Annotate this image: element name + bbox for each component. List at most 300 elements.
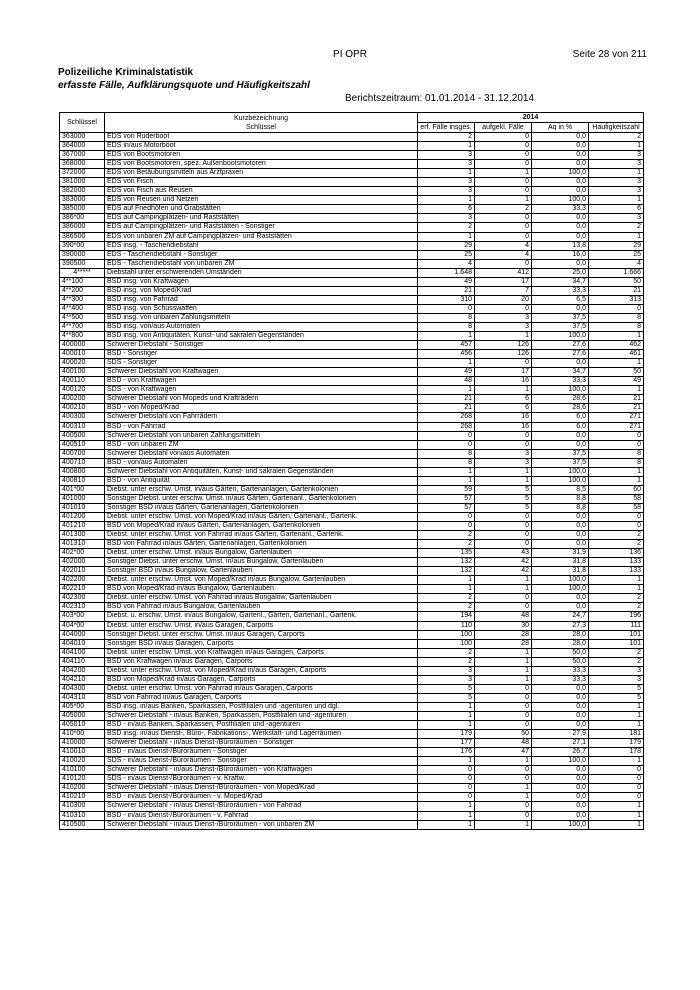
cell-name: SDS - von Kraftwagen	[105, 386, 418, 395]
cell-name: Diebstahl unter erschwerenden Umständen	[105, 268, 418, 277]
cell-name: Schwerer Diebstahl von Antiquitäten, Kunst- und sakralen Gegenständen	[105, 467, 418, 476]
cell-key: 403*00	[60, 612, 105, 621]
cell-cases: 48	[418, 377, 475, 386]
cell-frequency: 0	[589, 793, 644, 802]
table-row	[60, 431, 644, 440]
table-row	[60, 223, 644, 232]
column-header-solved: aufgekl. Fälle	[475, 123, 532, 133]
cell-rate: 100,0	[532, 757, 589, 766]
cell-frequency: 2	[589, 657, 644, 666]
cell-cases: 2	[418, 657, 475, 666]
cell-key: 404000	[60, 630, 105, 639]
cell-key: 4**400	[60, 304, 105, 313]
table-row	[60, 639, 644, 648]
cell-solved: 1	[475, 169, 532, 178]
cell-solved: 4	[475, 250, 532, 259]
cell-solved: 7	[475, 286, 532, 295]
cell-frequency: 1	[589, 232, 644, 241]
table-row	[60, 702, 644, 711]
cell-key: 402300	[60, 594, 105, 603]
cell-key: 4**300	[60, 295, 105, 304]
cell-solved: 1	[475, 657, 532, 666]
column-header-rate: Aq in %	[532, 123, 589, 133]
cell-rate: 31,9	[532, 549, 589, 558]
cell-name: BSD insg. in/aus Banken, Sparkassen, Postfilialen und -agenturen und dgl.	[105, 702, 418, 711]
table-row	[60, 648, 644, 657]
cell-rate: 28,6	[532, 404, 589, 413]
cell-cases: 59	[418, 485, 475, 494]
cell-frequency: 8	[589, 313, 644, 322]
cell-name: BSD von Moped/Krad in/aus Garagen, Carports	[105, 675, 418, 684]
cell-solved: 3	[475, 458, 532, 467]
cell-name: Schwerer Diebstahl - in/aus Dienst-/Büroräumen - von Moped/Krad	[105, 784, 418, 793]
cell-frequency: 2	[589, 594, 644, 603]
table-row	[60, 558, 644, 567]
cell-key: 400300	[60, 413, 105, 422]
cell-rate: 0,0	[532, 440, 589, 449]
cell-rate: 0,0	[532, 431, 589, 440]
table-row	[60, 286, 644, 295]
table-row	[60, 277, 644, 286]
cell-cases: 132	[418, 558, 475, 567]
table-row	[60, 151, 644, 160]
cell-cases: 1	[418, 169, 475, 178]
cell-cases: 176	[418, 748, 475, 757]
cell-cases: 1	[418, 196, 475, 205]
cell-solved: 47	[475, 748, 532, 757]
cell-name: BSD von Fahrrad in/aus Gärten, Gartenanlagen, Gartenkolonien	[105, 540, 418, 549]
cell-solved: 28	[475, 639, 532, 648]
cell-rate: 100,0	[532, 332, 589, 341]
cell-frequency: 60	[589, 485, 644, 494]
cell-key: 401310	[60, 540, 105, 549]
cell-name: EDS in/aus Motorboot	[105, 142, 418, 151]
table-row	[60, 467, 644, 476]
table-row	[60, 531, 644, 540]
cell-frequency: 50	[589, 277, 644, 286]
cell-solved: 3	[475, 313, 532, 322]
cell-solved: 1	[475, 585, 532, 594]
cell-cases: 8	[418, 322, 475, 331]
cell-key: 400210	[60, 404, 105, 413]
cell-solved: 0	[475, 702, 532, 711]
cell-name: BSD von Moped/Krad in/aus Gärten, Gartenanlagen, Gartenkolonien	[105, 522, 418, 531]
cell-cases: 21	[418, 286, 475, 295]
cell-cases: 3	[418, 178, 475, 187]
cell-name: EDS von Reusen und Netzen	[105, 196, 418, 205]
cell-name: BSD insg. von Kraftwagen	[105, 277, 418, 286]
cell-cases: 0	[418, 775, 475, 784]
cell-rate: 0,0	[532, 142, 589, 151]
cell-cases: 132	[418, 567, 475, 576]
cell-cases: 194	[418, 612, 475, 621]
cell-key: 400100	[60, 368, 105, 377]
cell-key: 367000	[60, 151, 105, 160]
cell-name: BSD - von Kraftwagen	[105, 377, 418, 386]
cell-solved: 6	[475, 404, 532, 413]
cell-name: EDS von Bootsmotoren, spez. Außenbootsmotoren	[105, 160, 418, 169]
cell-frequency: 133	[589, 567, 644, 576]
cell-rate: 0,0	[532, 531, 589, 540]
cell-key: 405010	[60, 721, 105, 730]
cell-key: 410210	[60, 793, 105, 802]
cell-name: Diebst. unter erschw. Umst. in/aus Garagen, Carports	[105, 621, 418, 630]
cell-frequency: 313	[589, 295, 644, 304]
cell-frequency: 1	[589, 332, 644, 341]
cell-name: Diebst. unter erschw. Umst. von Kraftwagen in/aus Garagen, Carports	[105, 648, 418, 657]
table-row	[60, 232, 644, 241]
cell-rate: 0,0	[532, 784, 589, 793]
cell-solved: 3	[475, 449, 532, 458]
cell-key: 400310	[60, 422, 105, 431]
cell-key: 386*00	[60, 214, 105, 223]
cell-cases: 1	[418, 232, 475, 241]
cell-rate: 31,8	[532, 567, 589, 576]
cell-key: 402*00	[60, 549, 105, 558]
cell-cases: 1	[418, 802, 475, 811]
cell-key: 385000	[60, 205, 105, 214]
cell-rate: 0,0	[532, 802, 589, 811]
cell-frequency: 1	[589, 712, 644, 721]
cell-rate: 25,0	[532, 268, 589, 277]
cell-frequency: 21	[589, 404, 644, 413]
table-row	[60, 802, 644, 811]
cell-frequency: 29	[589, 241, 644, 250]
cell-solved: 1	[475, 784, 532, 793]
cell-frequency: 0	[589, 431, 644, 440]
cell-key: 390000	[60, 250, 105, 259]
cell-key: 410000	[60, 739, 105, 748]
cell-key: 401200	[60, 512, 105, 521]
cell-rate: 0,0	[532, 223, 589, 232]
cell-solved: 0	[475, 693, 532, 702]
cell-solved: 1	[475, 666, 532, 675]
cell-name: BSD insg. von Schusswaffen	[105, 304, 418, 313]
cell-rate: 0,0	[532, 693, 589, 702]
cell-rate: 8,8	[532, 503, 589, 512]
cell-cases: 1	[418, 702, 475, 711]
cell-name: Sonstiger BSD in/aus Gärten, Gartenanlagen, Gartenkolonien	[105, 503, 418, 512]
cell-solved: 0	[475, 766, 532, 775]
cell-frequency: 196	[589, 612, 644, 621]
cell-frequency: 1.666	[589, 268, 644, 277]
table-row	[60, 169, 644, 178]
cell-frequency: 6	[589, 205, 644, 214]
table-row	[60, 730, 644, 739]
cell-cases: 0	[418, 522, 475, 531]
cell-solved: 0	[475, 811, 532, 820]
table-row	[60, 712, 644, 721]
cell-rate: 33,3	[532, 377, 589, 386]
cell-key: 410300	[60, 802, 105, 811]
cell-name: Diebst. unter erschw. Umst. von Moped/Krad in/aus Garagen, Carports	[105, 666, 418, 675]
cell-rate: 0,0	[532, 259, 589, 268]
cell-solved: 0	[475, 223, 532, 232]
cell-key: 404010	[60, 639, 105, 648]
cell-frequency: 3	[589, 187, 644, 196]
cell-frequency: 3	[589, 178, 644, 187]
cell-key: 404*00	[60, 621, 105, 630]
cell-cases: 3	[418, 675, 475, 684]
cell-cases: 1	[418, 386, 475, 395]
cell-frequency: 0	[589, 304, 644, 313]
cell-rate: 34,7	[532, 277, 589, 286]
table-row	[60, 350, 644, 359]
cell-rate: 0,0	[532, 359, 589, 368]
cell-name: BSD - in/aus Dienst-/Büroräumen - v. Moped/Krad	[105, 793, 418, 802]
cell-frequency: 181	[589, 730, 644, 739]
table-row	[60, 766, 644, 775]
cell-cases: 21	[418, 395, 475, 404]
table-row	[60, 793, 644, 802]
cell-rate: 0,0	[532, 775, 589, 784]
cell-name: EDS von unbaren ZM auf Campingplätzen- und Raststätten	[105, 232, 418, 241]
cell-solved: 1	[475, 757, 532, 766]
report-period: Berichtszeitraum: 01.01.2014 - 31.12.2014	[345, 93, 535, 104]
table-row	[60, 657, 644, 666]
cell-frequency: 49	[589, 377, 644, 386]
cell-key: 400000	[60, 341, 105, 350]
cell-solved: 50	[475, 730, 532, 739]
cell-rate: 0,0	[532, 702, 589, 711]
table-row	[60, 522, 644, 531]
cell-solved: 412	[475, 268, 532, 277]
cell-rate: 24,7	[532, 612, 589, 621]
cell-rate: 0,0	[532, 594, 589, 603]
cell-frequency: 2	[589, 603, 644, 612]
cell-key: 4**800	[60, 332, 105, 341]
cell-solved: 0	[475, 133, 532, 142]
table-row	[60, 784, 644, 793]
cell-key: 400800	[60, 467, 105, 476]
cell-rate: 28,0	[532, 639, 589, 648]
cell-name: BSD von Moped/Krad in/aus Bungalow, Gartenlauben	[105, 585, 418, 594]
cell-solved: 30	[475, 621, 532, 630]
table-row	[60, 612, 644, 621]
cell-solved: 0	[475, 232, 532, 241]
cell-key: 364000	[60, 142, 105, 151]
table-row	[60, 458, 644, 467]
cell-solved: 43	[475, 549, 532, 558]
cell-key: 400510	[60, 440, 105, 449]
table-row	[60, 205, 644, 214]
cell-cases: 0	[418, 793, 475, 802]
cell-key: 4**200	[60, 286, 105, 295]
cell-cases: 25	[418, 250, 475, 259]
table-row	[60, 413, 644, 422]
cell-name: Schwerer Diebstahl - in/aus Dienst-/Büroräumen - von Fahrrad	[105, 802, 418, 811]
cell-frequency: 1	[589, 811, 644, 820]
cell-solved: 0	[475, 603, 532, 612]
cell-name: Schwerer Diebstahl von Kraftwagen	[105, 368, 418, 377]
table-row	[60, 485, 644, 494]
cell-key: 4*****	[60, 268, 105, 277]
table-row	[60, 748, 644, 757]
cell-cases: 8	[418, 313, 475, 322]
cell-solved: 0	[475, 187, 532, 196]
table-row	[60, 250, 644, 259]
cell-key: 4**100	[60, 277, 105, 286]
column-header-name-line2: Schlüssel	[246, 123, 276, 131]
table-row	[60, 494, 644, 503]
table-row	[60, 386, 644, 395]
cell-frequency: 8	[589, 322, 644, 331]
cell-name: EDS von Ruderboot	[105, 133, 418, 142]
cell-frequency: 21	[589, 286, 644, 295]
cell-name: EDS von Betäubungsmitteln aus Arztpraxen	[105, 169, 418, 178]
report-title: Polizeiliche Kriminalstatistik	[58, 67, 194, 78]
cell-key: 4**700	[60, 322, 105, 331]
cell-rate: 0,0	[532, 232, 589, 241]
cell-rate: 0,0	[532, 187, 589, 196]
table-row	[60, 576, 644, 585]
table-row	[60, 259, 644, 268]
cell-frequency: 0	[589, 766, 644, 775]
cell-rate: 100,0	[532, 585, 589, 594]
report-subtitle: erfasste Fälle, Aufklärungsquote und Häufigkeitszahl	[58, 80, 310, 91]
table-row	[60, 422, 644, 431]
cell-frequency: 179	[589, 739, 644, 748]
cell-solved: 0	[475, 142, 532, 151]
cell-cases: 268	[418, 413, 475, 422]
cell-rate: 0,0	[532, 178, 589, 187]
cell-solved: 1	[475, 332, 532, 341]
cell-name: EDS - Taschendiebstahl - Sonstiger	[105, 250, 418, 259]
cell-frequency: 1	[589, 359, 644, 368]
table-row	[60, 757, 644, 766]
table-row	[60, 503, 644, 512]
cell-rate: 0,0	[532, 540, 589, 549]
cell-solved: 1	[475, 576, 532, 585]
table-row	[60, 449, 644, 458]
cell-solved: 0	[475, 512, 532, 521]
cell-solved: 5	[475, 503, 532, 512]
cell-key: 400200	[60, 395, 105, 404]
cell-rate: 100,0	[532, 196, 589, 205]
cell-solved: 0	[475, 304, 532, 313]
cell-cases: 110	[418, 621, 475, 630]
cell-frequency: 1	[589, 142, 644, 151]
cell-key: 410*00	[60, 730, 105, 739]
cell-solved: 0	[475, 359, 532, 368]
cell-rate: 100,0	[532, 476, 589, 485]
table-row	[60, 341, 644, 350]
cell-cases: 5	[418, 693, 475, 702]
cell-frequency: 136	[589, 549, 644, 558]
cell-name: BSD von Fahrrad in/aus Garagen, Carports	[105, 693, 418, 702]
cell-cases: 8	[418, 449, 475, 458]
cell-key: 410010	[60, 748, 105, 757]
table-row	[60, 142, 644, 151]
cell-rate: 26,7	[532, 748, 589, 757]
cell-solved: 1	[475, 467, 532, 476]
cell-name: Schwerer Diebstahl - in/aus Dienst-/Büroräumen - von unbaren ZM	[105, 820, 418, 829]
cell-name: EDS von Fisch	[105, 178, 418, 187]
cell-solved: 2	[475, 205, 532, 214]
cell-name: Schwerer Diebstahl von unbaren Zahlungsmitteln	[105, 431, 418, 440]
cell-solved: 16	[475, 377, 532, 386]
cell-frequency: 8	[589, 458, 644, 467]
cell-rate: 0,0	[532, 811, 589, 820]
cell-rate: 0,0	[532, 603, 589, 612]
cell-name: BSD - von unbaren ZM	[105, 440, 418, 449]
cell-rate: 27,6	[532, 350, 589, 359]
cell-key: 410200	[60, 784, 105, 793]
cell-name: EDS auf Campingplätzen- und Raststätten	[105, 214, 418, 223]
cell-frequency: 1	[589, 576, 644, 585]
cell-cases: 57	[418, 503, 475, 512]
cell-name: EDS auf Campingplätzen- und Raststätten - Sonstiger	[105, 223, 418, 232]
cell-cases: 2	[418, 133, 475, 142]
table-row	[60, 775, 644, 784]
cell-key: 404310	[60, 693, 105, 702]
cell-name: BSD - in/aus Dienst-/Büroräumen - Sonstiger	[105, 748, 418, 757]
cell-name: Schwerer Diebstahl - in/aus Banken, Sparkassen, Postfilialen und -agenturen	[105, 712, 418, 721]
cell-name: Sonstiger BSD in/aus Bungalow, Gartenlauben	[105, 567, 418, 576]
cell-cases: 3	[418, 666, 475, 675]
cell-rate: 0,0	[532, 214, 589, 223]
cell-name: BSD insg. von unbaren Zahlungsmitteln	[105, 313, 418, 322]
table-row	[60, 603, 644, 612]
cell-solved: 0	[475, 721, 532, 730]
cell-rate: 6,5	[532, 295, 589, 304]
cell-name: Sonstiger Diebst. unter erschw. Umst. in/aus Gärten, Gartenanl., Gartenkolonien	[105, 494, 418, 503]
cell-key: 404210	[60, 675, 105, 684]
cell-rate: 0,0	[532, 151, 589, 160]
table-row	[60, 304, 644, 313]
table-row	[60, 313, 644, 322]
cell-cases: 2	[418, 223, 475, 232]
table-body	[60, 133, 644, 830]
cell-rate: 27,3	[532, 621, 589, 630]
cell-frequency: 271	[589, 413, 644, 422]
cell-cases: 2	[418, 603, 475, 612]
cell-key: 400500	[60, 431, 105, 440]
cell-frequency: 101	[589, 639, 644, 648]
table-row	[60, 585, 644, 594]
cell-solved: 0	[475, 540, 532, 549]
cell-cases: 49	[418, 368, 475, 377]
table-row	[60, 549, 644, 558]
table-row	[60, 395, 644, 404]
cell-name: BSD - in/aus Banken, Sparkassen, Postfilialen und -agenturen	[105, 721, 418, 730]
table-row	[60, 820, 644, 829]
cell-frequency: 0	[589, 522, 644, 531]
cell-name: Diebst. unter erschw. Umst. in/aus Gärten, Gartenanlagen, Gartenkolonien	[105, 485, 418, 494]
cell-rate: 6,0	[532, 422, 589, 431]
cell-name: Diebst. unter erschw. Umst. von Fahrrad in/aus Bungalow, Gartenlauben	[105, 594, 418, 603]
cell-key: 400710	[60, 458, 105, 467]
cell-rate: 8,5	[532, 485, 589, 494]
cell-cases: 3	[418, 187, 475, 196]
cell-name: Diebst. unter erschw. Umst. von Moped/Krad in/aus Gärten, Gartenanl., Gartenk.	[105, 512, 418, 521]
cell-cases: 2	[418, 540, 475, 549]
cell-frequency: 101	[589, 630, 644, 639]
cell-key: 400810	[60, 476, 105, 485]
cell-key: 381000	[60, 178, 105, 187]
cell-frequency: 1	[589, 467, 644, 476]
cell-name: EDS insg. - Taschendiebstahl	[105, 241, 418, 250]
table-row	[60, 377, 644, 386]
cell-cases: 3	[418, 151, 475, 160]
table-row	[60, 404, 644, 413]
cell-rate: 37,5	[532, 322, 589, 331]
cell-rate: 28,0	[532, 630, 589, 639]
cell-solved: 48	[475, 739, 532, 748]
cell-key: 402000	[60, 558, 105, 567]
cell-name: BSD insg. in/aus Dienst-, Büro-, Fabrikations-, Werkstatt- und Lagerräumen	[105, 730, 418, 739]
cell-frequency: 3	[589, 675, 644, 684]
